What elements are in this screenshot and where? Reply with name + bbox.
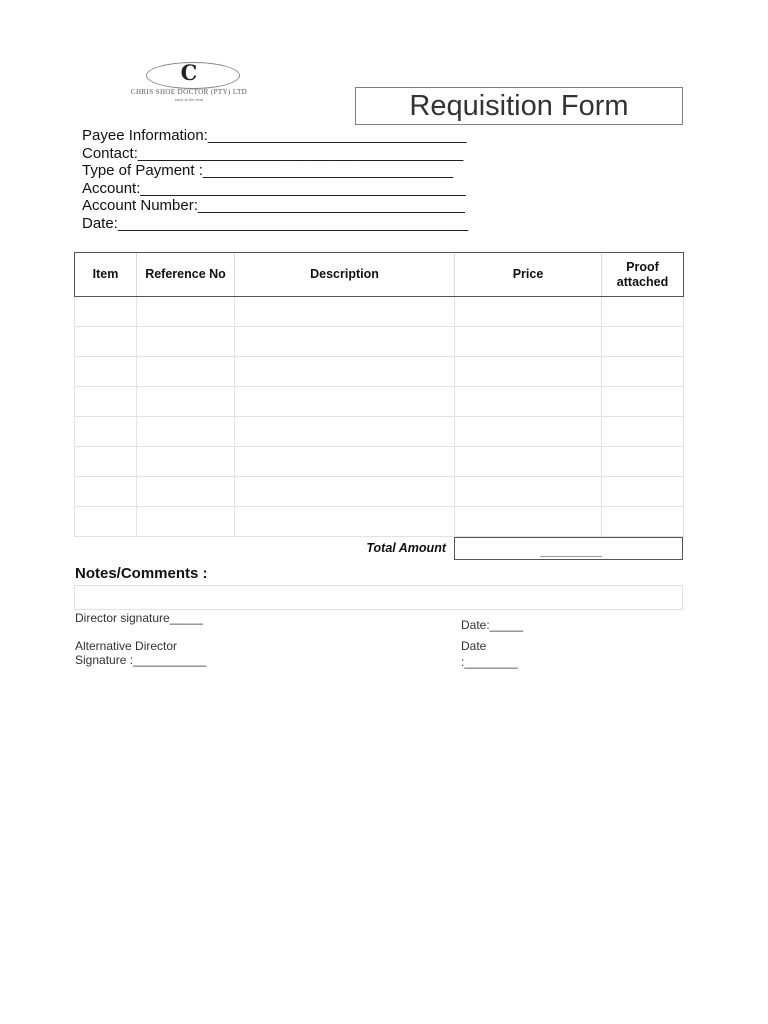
cell-reference-no[interactable] — [137, 417, 235, 447]
cell-reference-no[interactable] — [137, 327, 235, 357]
cell-proof-attached[interactable] — [602, 357, 684, 387]
cell-item[interactable] — [75, 297, 137, 327]
company-logo — [80, 60, 298, 104]
logo-company-name: CHRIS SHOE DOCTOR (PTY) LTD — [130, 88, 248, 96]
cell-description[interactable] — [235, 447, 455, 477]
payee-section — [82, 127, 468, 232]
cell-price[interactable] — [455, 447, 602, 477]
alternative-director-label: Alternative Director — [75, 639, 178, 653]
cell-proof-attached[interactable] — [602, 327, 684, 357]
cell-price[interactable] — [455, 387, 602, 417]
table-header-row — [75, 253, 684, 297]
cell-description[interactable] — [235, 327, 455, 357]
cell-price[interactable] — [455, 477, 602, 507]
contact-field[interactable]: Contact:_______________________________________ — [82, 144, 464, 162]
items-table — [74, 252, 684, 537]
cell-price[interactable] — [455, 297, 602, 327]
total-amount-underline — [540, 556, 602, 557]
alternative-date-label: Date — [461, 639, 487, 653]
cell-price[interactable] — [455, 327, 602, 357]
type-of-payment-field[interactable]: Type of Payment :______________________________ — [82, 162, 454, 179]
director-date-field[interactable]: Date:_____ — [461, 618, 524, 632]
director-signature-field[interactable]: Director signature_____ — [75, 611, 204, 625]
logo-tagline: back at the beat — [174, 97, 204, 102]
cell-description[interactable] — [235, 507, 455, 537]
cell-description[interactable] — [235, 387, 455, 417]
table-row — [75, 297, 684, 327]
cell-proof-attached[interactable] — [602, 417, 684, 447]
payee-information-field[interactable]: Payee Information:_______________________________ — [82, 127, 467, 144]
notes-label: Notes/Comments : — [75, 565, 208, 582]
table-row — [75, 357, 684, 387]
table-row — [75, 387, 684, 417]
cell-reference-no[interactable] — [137, 297, 235, 327]
cell-proof-attached[interactable] — [602, 507, 684, 537]
header-reference-no: Reference No — [137, 253, 235, 297]
cell-description[interactable] — [235, 357, 455, 387]
cell-reference-no[interactable] — [137, 387, 235, 417]
cell-item[interactable] — [75, 327, 137, 357]
total-amount-label: Total Amount — [366, 541, 446, 555]
cell-item[interactable] — [75, 447, 137, 477]
cell-item[interactable] — [75, 387, 137, 417]
cell-proof-attached[interactable] — [602, 447, 684, 477]
total-amount-field[interactable] — [454, 537, 683, 560]
notes-field[interactable] — [74, 585, 683, 610]
table-row — [75, 507, 684, 537]
cell-description[interactable] — [235, 477, 455, 507]
cell-item[interactable] — [75, 507, 137, 537]
title-box — [355, 87, 683, 125]
cell-item[interactable] — [75, 357, 137, 387]
page-title: Requisition Form — [409, 90, 629, 122]
cell-reference-no[interactable] — [137, 447, 235, 477]
cell-description[interactable] — [235, 297, 455, 327]
header-price: Price — [455, 253, 602, 297]
date-field[interactable]: Date:__________________________________________ — [82, 214, 469, 232]
cell-item[interactable] — [75, 477, 137, 507]
account-number-field[interactable]: Account Number:________________________________ — [82, 197, 465, 214]
cell-item[interactable] — [75, 417, 137, 447]
cell-reference-no[interactable] — [137, 507, 235, 537]
table-row — [75, 477, 684, 507]
cell-reference-no[interactable] — [137, 477, 235, 507]
alternative-director-signature-field[interactable]: Signature :___________ — [75, 653, 207, 667]
logo-glyph: C — [180, 60, 198, 85]
header-description: Description — [235, 253, 455, 297]
cell-reference-no[interactable] — [137, 357, 235, 387]
cell-price[interactable] — [455, 417, 602, 447]
table-row — [75, 327, 684, 357]
cell-proof-attached[interactable] — [602, 477, 684, 507]
header-item: Item — [75, 253, 137, 297]
account-field[interactable]: Account:_______________________________________ — [82, 179, 466, 197]
alternative-date-field[interactable]: :________ — [461, 655, 518, 669]
cell-proof-attached[interactable] — [602, 387, 684, 417]
header-proof-attached: Proof attached — [602, 253, 684, 297]
table-row — [75, 417, 684, 447]
cell-proof-attached[interactable] — [602, 297, 684, 327]
cell-price[interactable] — [455, 357, 602, 387]
table-row — [75, 447, 684, 477]
cell-description[interactable] — [235, 417, 455, 447]
cell-price[interactable] — [455, 507, 602, 537]
